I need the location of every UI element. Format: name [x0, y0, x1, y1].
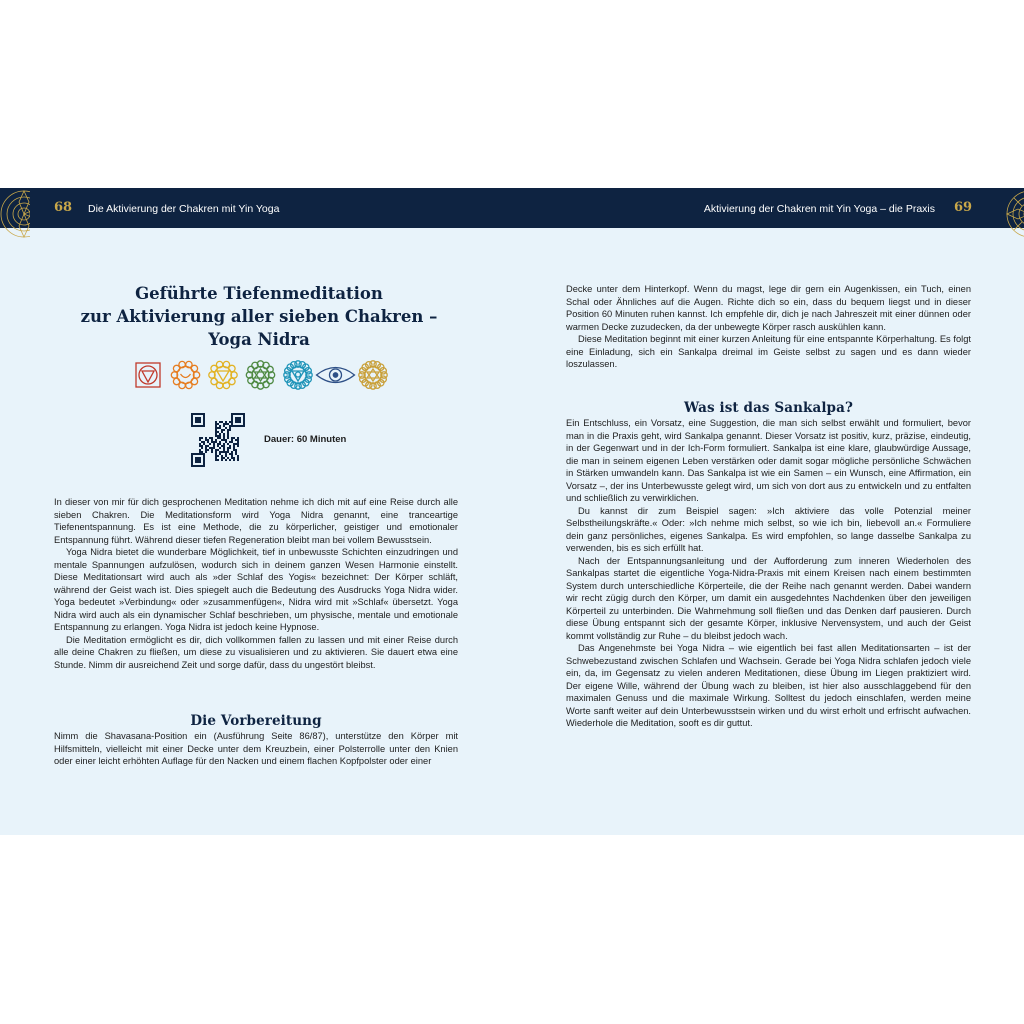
crown-chakra-icon — [359, 361, 387, 389]
solar-plexus-chakra-icon — [209, 361, 237, 388]
right-section-sankalpa — [566, 400, 971, 730]
right-running-head: Aktivierung der Chakren mit Yin Yoga – die Praxis — [703, 203, 935, 215]
root-chakra-icon — [136, 363, 160, 387]
section-heading: Was ist das Sankalpa? — [684, 400, 853, 416]
paragraph: Decke unter dem Hinterkopf. Wenn du magst, lege dir gern ein Augenkissen, ein Tuch, einen Schal oder Ähnliches auf die Augen. Richte dich so ein, dass du bequem liegst und in dieser Position 60 Minuten ruhen kannst. Ich empfehle dir, dich je nach Jahreszeit mit einer dünnen oder warmen Decke zuzudecken, da der unbewegte Körper rasch auskühlen kann. — [566, 284, 971, 332]
right-page-number: 69 — [954, 200, 973, 215]
paragraph: Das Angenehmste bei Yoga Nidra – wie eigentlich bei fast allen Meditationsarten – ist der Schwebezustand zwischen Schlafen und Wachsein. Gerade bei Yoga Nidra schlafen jedoch viele ein, da, im Gegensatz zu vielen anderen Meditationen, diese Übung im Liegen praktiziert wird. Der eigene Wille, während der Übung wach zu bleiben, ist hier also ausschlaggebend für den maximalen Genuss und die maximale Wirkung. Solltest du jedoch einschlafen, werden meine Worte sanft weiter auf dein Unterbewusstsein wirken und du wirst erholt und erfrischt aufwachen. Wiederhole die Meditation, sooft es dir guttut. — [566, 643, 971, 728]
left-body-text — [54, 496, 458, 671]
paragraph: Yoga Nidra bietet die wunderbare Möglichkeit, tief in unbewusste Schichten einzudringen und mentale Spannungen aufzulösen, wodurch sich in deinem ganzen Wesen Harmonie einstellt. Diese Meditationsart wird auch als »der Schlaf des Yogis« bezeichnet: Der Körper schläft, während der Geist wach ist. Dies spiegelt auch die Bedeutung des Ausdrucks Yoga Nidra wider. Yoga bedeutet »Verbindung« oder »zusammenfügen«, Nidra wird mit »Schlaf« übersetzt. Yoga Nidra wird auch als ein dynamischer Schlaf beschrieben, um physische, mentale und emotionale Entspannung zu erlangen. Yoga Nidra ist jedoch keine Hypnose. — [54, 547, 458, 632]
title-line: Yoga Nidra — [208, 330, 310, 349]
third-eye-chakra-icon — [317, 368, 355, 383]
title-line: zur Aktivierung aller sieben Chakren – — [80, 307, 438, 326]
heart-chakra-icon — [246, 361, 274, 389]
paragraph: Nimm die Shavasana-Position ein (Ausführung Seite 86/87), unterstütze den Körper mit Hilfsmitteln, vielleicht mit einer Decke unter dem Kreuzbein, einer Polsterrolle unter den Knien oder einer leicht erhöhten Auflage für den Nacken und einem flachen Kopfpolster oder einer — [54, 731, 458, 766]
paragraph: In dieser von mir für dich gesprochenen Meditation nehme ich dich mit auf eine Reise durch alle sieben Chakren. Die Meditationsform wird Yoga Nidra genannt, eine tranceartige Tiefenentspannung. Es ist eine Methode, die zu körperlicher, geistiger und emotionaler Entspannung führt. Während dieser tiefen Regeneration bleibt man bei vollem Bewusstsein. — [54, 497, 458, 545]
throat-chakra-icon — [284, 361, 312, 389]
sacral-chakra-icon — [171, 361, 199, 388]
paragraph: Diese Meditation beginnt mit einer kurzen Anleitung für eine entspannte Körperhaltung. Es folgt eine Einladung, sich ein Sankalpa dreimal im Geiste selbst zu sagen und es dann wieder loszulassen. — [566, 334, 971, 369]
paragraph: Ein Entschluss, ein Vorsatz, eine Suggestion, die man sich selbst erwählt und formuliert, bevor man in die Praxis geht, wird Sankalpa genannt. Dieser Vorsatz ist positiv, kurz, präzise, eindeutig, in der Gegenwart und in der Ich-Form formuliert. Sankalpa ist eine klare, glaubwürdige Aussage, die man in seinem eigenen Leben verstärken oder damit sogar mögliche persönliche Schwächen in Stärken umwandeln kann. Das Sankalpa ist wie ein Samen – ein Wunsch, eine Affirmation, ein Vorsatz –, der ins Unterbewusste gelegt wird, um sich von dort aus zu entwickeln und zu entfalten und schließlich zu verwirklichen. — [566, 418, 971, 503]
right-intro-text — [566, 283, 971, 371]
qr-code-icon[interactable] — [191, 413, 245, 467]
section-heading: Die Vorbereitung — [190, 713, 322, 729]
left-mandala-ornament — [0, 188, 30, 242]
paragraph: Nach der Entspannungsanleitung und der Aufforderung zum inneren Wiederholen des Sankalpas startet die eigentliche Yoga-Nidra-Praxis mit einem Kreisen nach einem bestimmten System durch unterschiedliche Körperteile, die der Reihe nach genannt werden. Dabei wandern wir recht zügig durch den Körper, um damit ein ausgedehntes Nachdenken über den jeweiligen Körperteil zu unterbinden. Die Wahrnehmung soll fließen und das Denken darf pausieren. Durch diese Übung entspannt sich der gesamte Körper, inklusive Nervensystem, und auch der Geist kommt vollständig zur Ruhe – du bleibst jedoch wach. — [566, 555, 971, 641]
left-page-number: 68 — [54, 200, 73, 215]
paragraph: Die Meditation ermöglicht es dir, dich vollkommen fallen zu lassen und mit einer Reise durch alle deine Chakren zu fließen, um diese zu visualisieren und zu aktivieren. Sie dauert etwa eine Stunde. Nimm dir ausreichend Zeit und sorge dafür, dass du ungestört bleibst. — [54, 634, 458, 670]
page-title — [54, 282, 464, 351]
duration-label: Dauer: 60 Minuten — [264, 434, 347, 445]
paragraph: Du kannst dir zum Beispiel sagen: »Ich aktiviere das volle Potenzial meiner Selbstheilungskräfte.« Oder: »Ich nehme mich selbst, so wie ich bin, liebevoll an.« Formuliere dein ganz persönliches, eigenes Sankalpa. Es wird empfohlen, so lange dasselbe Sankalpa zu verwenden, bis es sich erfüllt hat. — [566, 505, 971, 553]
right-mandala-ornament — [994, 188, 1024, 242]
title-line: Geführte Tiefenmeditation — [135, 284, 383, 303]
left-section-preparation — [54, 713, 458, 768]
chakra-symbols-row — [134, 360, 388, 390]
left-running-head: Die Aktivierung der Chakren mit Yin Yoga — [88, 203, 280, 215]
